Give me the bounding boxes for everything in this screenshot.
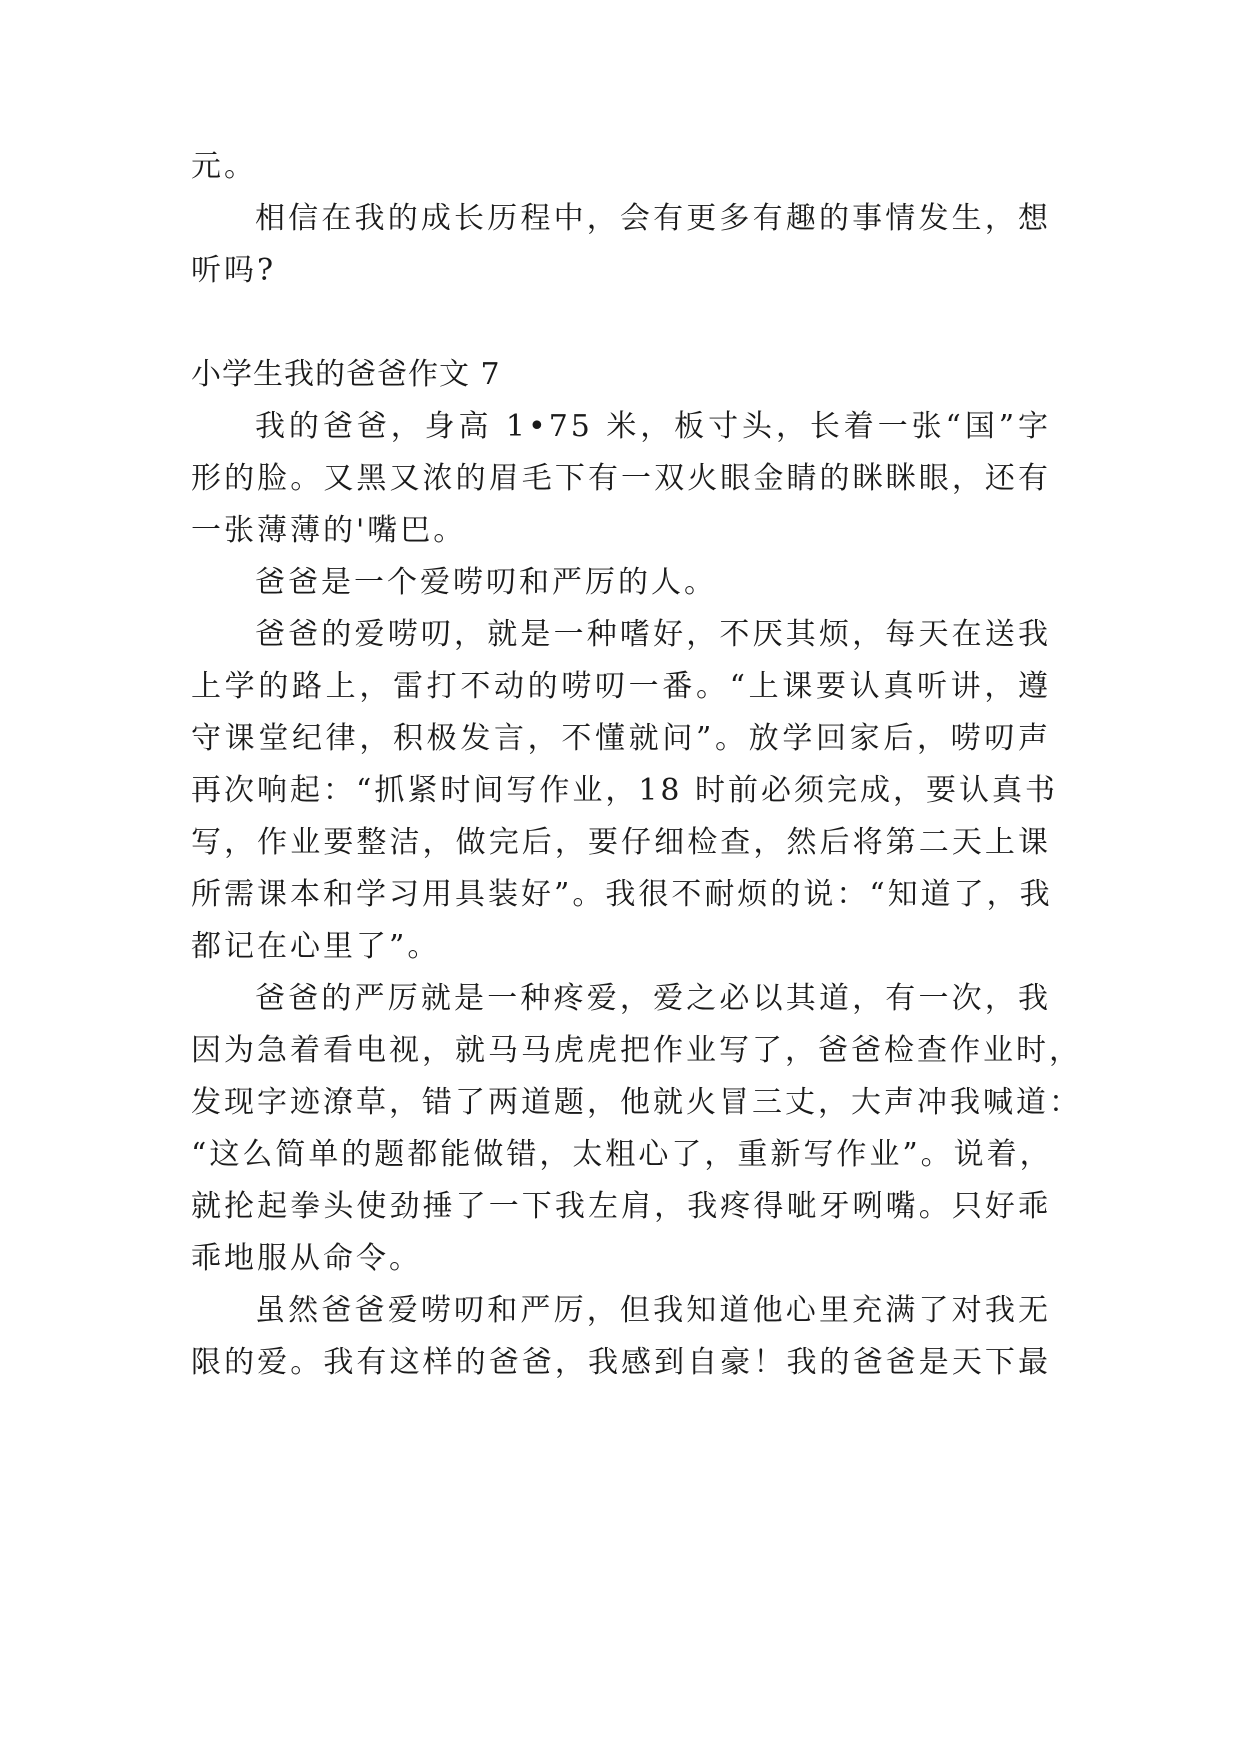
text-line: 限的爱。我有这样的爸爸，我感到自豪！我的爸爸是天下最 [191, 1345, 1051, 1380]
text-line: 一张薄薄的'嘴巴。 [191, 513, 467, 548]
paragraph-first-line: 相信在我的成长历程中，会有更多有趣的事情发生，想 [255, 201, 1051, 236]
text-line: 元。 [191, 149, 257, 184]
text-line: “这么简单的题都能做错，太粗心了，重新写作业”。说着， [191, 1137, 1053, 1172]
text-line: 守课堂纪律，积极发言，不懂就问”。放学回家后，唠叨声 [191, 721, 1051, 756]
text-line: 乖地服从命令。 [191, 1241, 422, 1276]
text-line: 因为急着看电视，就马马虎虎把作业写了，爸爸检查作业时， [191, 1033, 1082, 1068]
text-line: 发现字迹潦草，错了两道题，他就火冒三丈，大声冲我喊道： [191, 1085, 1082, 1120]
text-line: 上学的路上，雷打不动的唠叨一番。“上课要认真听讲，遵 [191, 669, 1051, 704]
paragraph-first-line: 爸爸是一个爱唠叨和严厉的人。 [255, 565, 717, 600]
text-line: 就抡起拳头使劲捶了一下我左肩，我疼得呲牙咧嘴。只好乖 [191, 1189, 1051, 1224]
text-line: 形的脸。又黑又浓的眉毛下有一双火眼金睛的眯眯眼，还有 [191, 461, 1051, 496]
section-heading: 小学生我的爸爸作文 7 [191, 357, 501, 392]
paragraph-first-line: 爸爸的爱唠叨，就是一种嗜好，不厌其烦，每天在送我 [255, 617, 1051, 652]
text-line: 听吗? [191, 253, 277, 288]
paragraph-first-line: 虽然爸爸爱唠叨和严厉，但我知道他心里充满了对我无 [255, 1293, 1051, 1328]
text-line: 再次响起：“抓紧时间写作业，18 时前必须完成，要认真书 [191, 773, 1059, 808]
paragraph-first-line: 我的爸爸，身高 1•75 米，板寸头，长着一张“国”字 [255, 409, 1051, 444]
text-line: 都记在心里了”。 [191, 929, 441, 964]
text-line: 写，作业要整洁，做完后，要仔细检查，然后将第二天上课 [191, 825, 1051, 860]
text-line: 所需课本和学习用具装好”。我很不耐烦的说：“知道了，我 [191, 877, 1053, 912]
paragraph-first-line: 爸爸的严厉就是一种疼爱，爱之必以其道，有一次，我 [255, 981, 1051, 1016]
